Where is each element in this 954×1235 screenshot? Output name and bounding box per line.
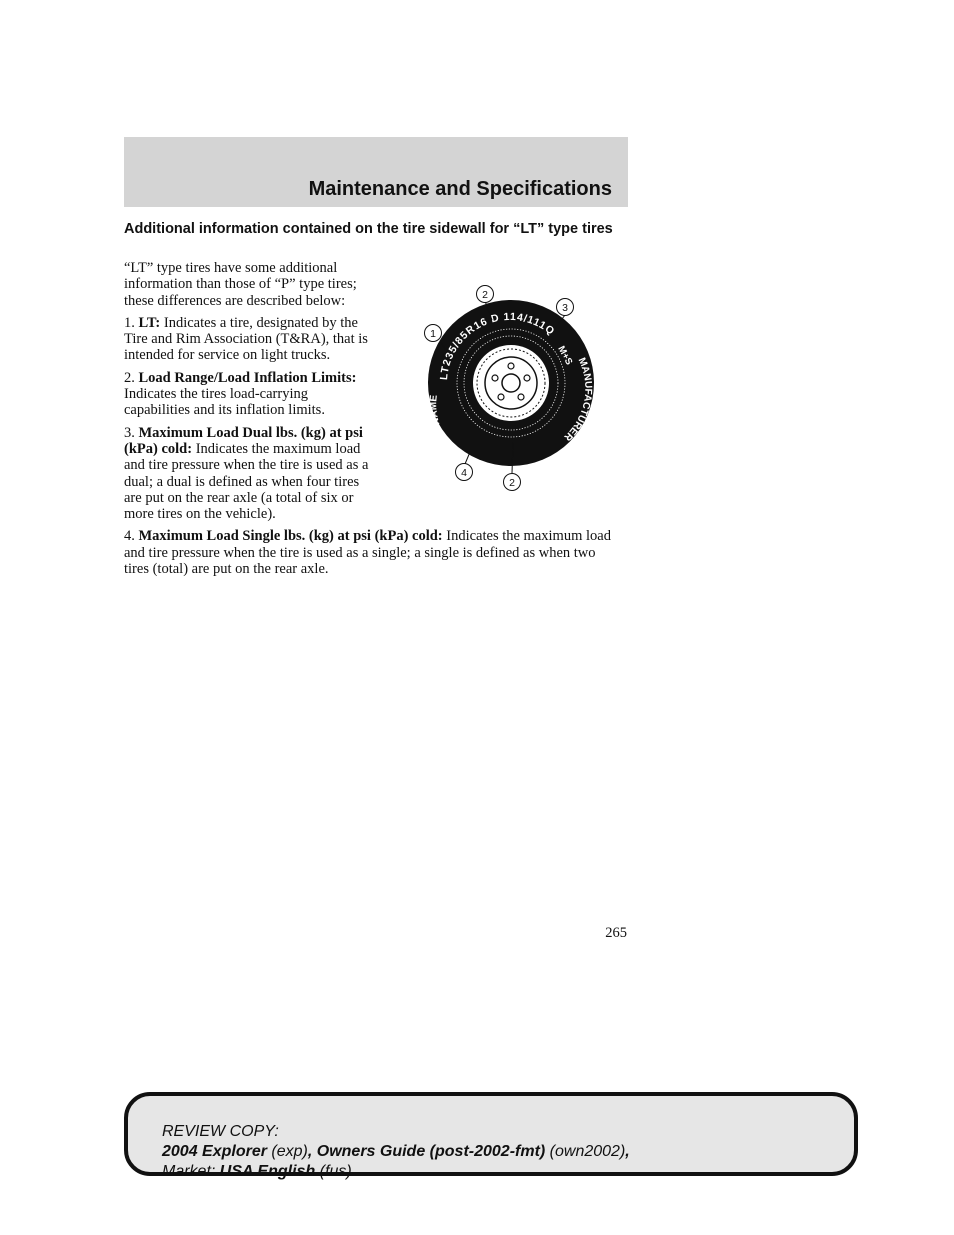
tire-sidewall-figure — [418, 282, 600, 496]
item-description: Indicates the maximum load and tire pressure when the tire is used as a dual; a dual is defined as when four tires are put on the rear axle (a total of six or more tires on the vehicle). — [124, 440, 369, 523]
page-title: Maintenance and Specifications — [308, 178, 612, 200]
review-market-label: Market: — [162, 1163, 220, 1180]
svg-text:2: 2 — [482, 289, 488, 301]
page-number: 265 — [605, 925, 627, 941]
review-separator: , — [307, 1143, 317, 1160]
item-number: 3. — [124, 424, 139, 441]
review-copy-text — [162, 1122, 630, 1182]
item-number: 4. — [124, 528, 139, 545]
callout-2-bottom — [504, 474, 521, 491]
item-term: Load Range/Load Inflation Limits: — [138, 369, 357, 386]
review-separator: , — [625, 1143, 630, 1160]
callout-3 — [557, 299, 574, 316]
review-market: USA English — [219, 1163, 316, 1180]
review-market-code: (fus) — [315, 1163, 352, 1180]
item-term: LT: — [138, 314, 161, 331]
tire-size-marking: LT235/85R16 D 114/111Q — [438, 310, 557, 381]
svg-text:4: 4 — [461, 467, 467, 479]
tire-illustration — [418, 282, 600, 496]
section-header-band — [124, 137, 628, 207]
item-term: Maximum Load Dual lbs. (kg) at psi (kPa) cold: — [124, 424, 363, 457]
item-description: Indicates a tire, designated by the Tire and Rim Association (T&RA), that is intended for service on light trucks. — [124, 314, 368, 364]
tire-name-marking: TIRE NAME — [428, 394, 455, 452]
review-model: 2004 Explorer — [162, 1143, 267, 1160]
review-model-code: (exp) — [266, 1143, 308, 1160]
item-term: Maximum Load Single lbs. (kg) at psi (kPa) cold: — [138, 528, 443, 545]
item-number: 2. — [124, 369, 139, 386]
item-description: Indicates the maximum load and tire pressure when the tire is used as a single; a single is defined as when two tires (total) are put on the rear axle. — [124, 528, 611, 578]
list-item — [124, 528, 624, 577]
intro-paragraph: “LT” type tires have some additional information than those of “P” type tires; these differences are described below: — [124, 260, 357, 309]
review-guide: Owners Guide (post-2002-fmt) — [316, 1143, 546, 1160]
item-number: 1. — [124, 314, 139, 331]
mud-snow-marking: M+S — [555, 344, 575, 367]
callout-4 — [456, 464, 473, 481]
svg-text:2: 2 — [509, 477, 515, 489]
review-guide-code: (own2002) — [545, 1143, 626, 1160]
manufacturer-marking: MANUFACTURER — [561, 356, 594, 443]
item-description: Indicates the tires load-carrying capabilities and its inflation limits. — [124, 386, 325, 419]
svg-text:3: 3 — [562, 302, 568, 314]
callout-2-top — [477, 286, 494, 303]
section-heading: Additional information contained on the tire sidewall for “LT” type tires — [124, 221, 613, 237]
callout-1 — [425, 325, 442, 342]
review-label: REVIEW COPY: — [162, 1123, 279, 1140]
svg-text:1: 1 — [430, 328, 436, 340]
review-copy-box — [124, 1092, 858, 1180]
